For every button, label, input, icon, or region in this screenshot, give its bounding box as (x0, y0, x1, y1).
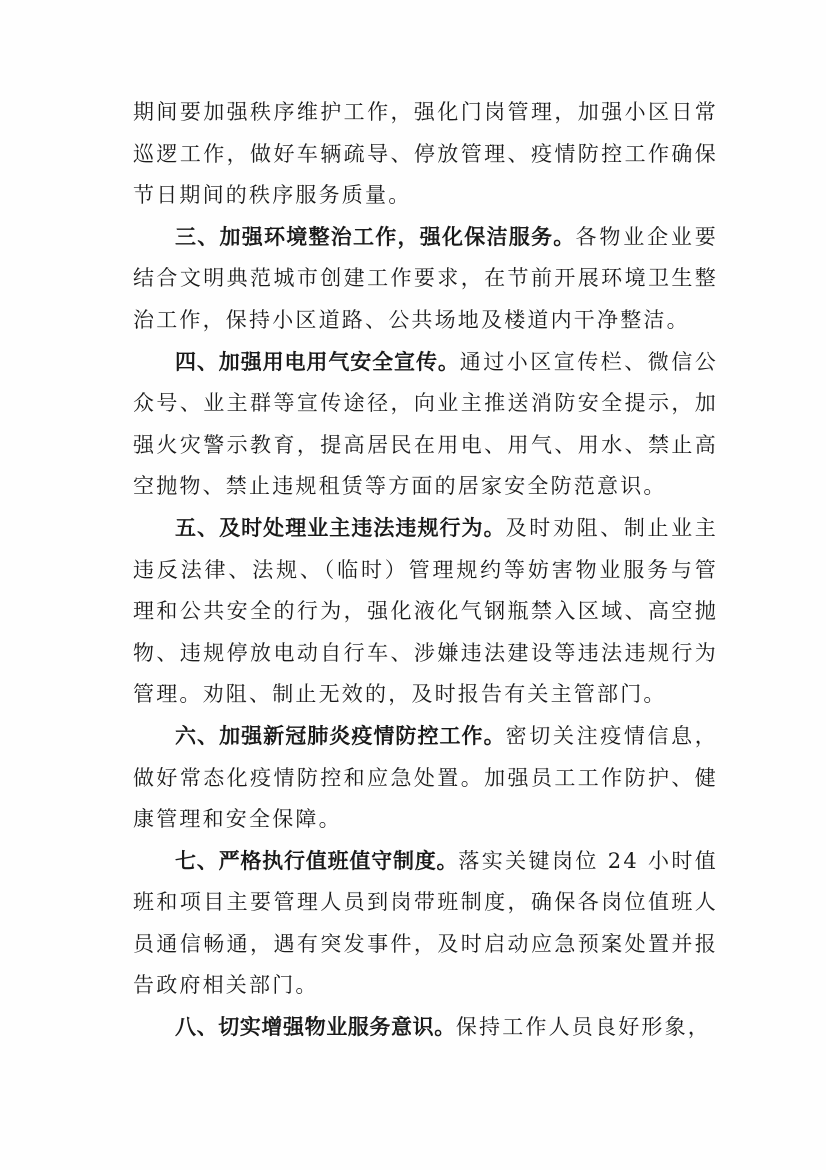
paragraph-heading: 七、严格执行值班值守制度。 (175, 848, 459, 873)
paragraph-text: 各物业企业要结合文明典范城市创建工作要求，在节前开展环境卫生整治工作，保持小区道路、公共场地及楼道内干净整洁。 (133, 224, 718, 332)
paragraph-duty-system (133, 841, 718, 1007)
paragraph-heading: 四、加强用电用气安全宣传。 (175, 349, 460, 374)
paragraph-epidemic-control (133, 716, 718, 841)
paragraph-service-awareness (133, 1007, 718, 1049)
document-body (133, 92, 718, 1049)
paragraph-order-maintenance (133, 92, 718, 217)
paragraph-environment (133, 217, 718, 342)
paragraph-text: 密切关注疫情信息，做好常态化疫情防控和应急处置。加强员工工作防护、健康管理和安全保障。 (133, 723, 718, 832)
paragraph-electricity-gas-safety (133, 342, 718, 508)
paragraph-heading: 三、加强环境整治工作，强化保洁服务。 (175, 224, 576, 249)
paragraph-text: 及时劝阻、制止业主违反法律、法规、（临时）管理规约等妨害物业服务与管理和公共安全的行为，强化液化气钢瓶禁入区域、高空抛物、违规停放电动自行车、涉嫌违法建设等违法违规行为管理。劝阻、制止无效的，及时报告有关主管部门。 (133, 515, 718, 707)
paragraph-heading: 八、切实增强物业服务意识。 (175, 1015, 456, 1040)
paragraph-violations (133, 508, 718, 716)
paragraph-heading: 五、及时处理业主违法违规行为。 (175, 515, 506, 540)
paragraph-text: 期间要加强秩序维护工作，强化门岗管理，加强小区日常巡逻工作，做好车辆疏导、停放管理、疫情防控工作确保节日期间的秩序服务质量。 (133, 100, 718, 208)
paragraph-heading: 六、加强新冠肺炎疫情防控工作。 (175, 723, 506, 748)
paragraph-text: 落实关键岗位 24 小时值班和项目主要管理人员到岗带班制度，确保各岗位值班人员通信畅通，遇有突发事件，及时启动应急预案处置并报告政府相关部门。 (133, 848, 718, 998)
paragraph-text: 保持工作人员良好形象， (455, 1015, 712, 1040)
paragraph-text: 通过小区宣传栏、微信公众号、业主群等宣传途径，向业主推送消防安全提示，加强火灾警示教育，提高居民在用电、用气、用水、禁止高空抛物、禁止违规租赁等方面的居家安全防范意识。 (133, 349, 718, 499)
